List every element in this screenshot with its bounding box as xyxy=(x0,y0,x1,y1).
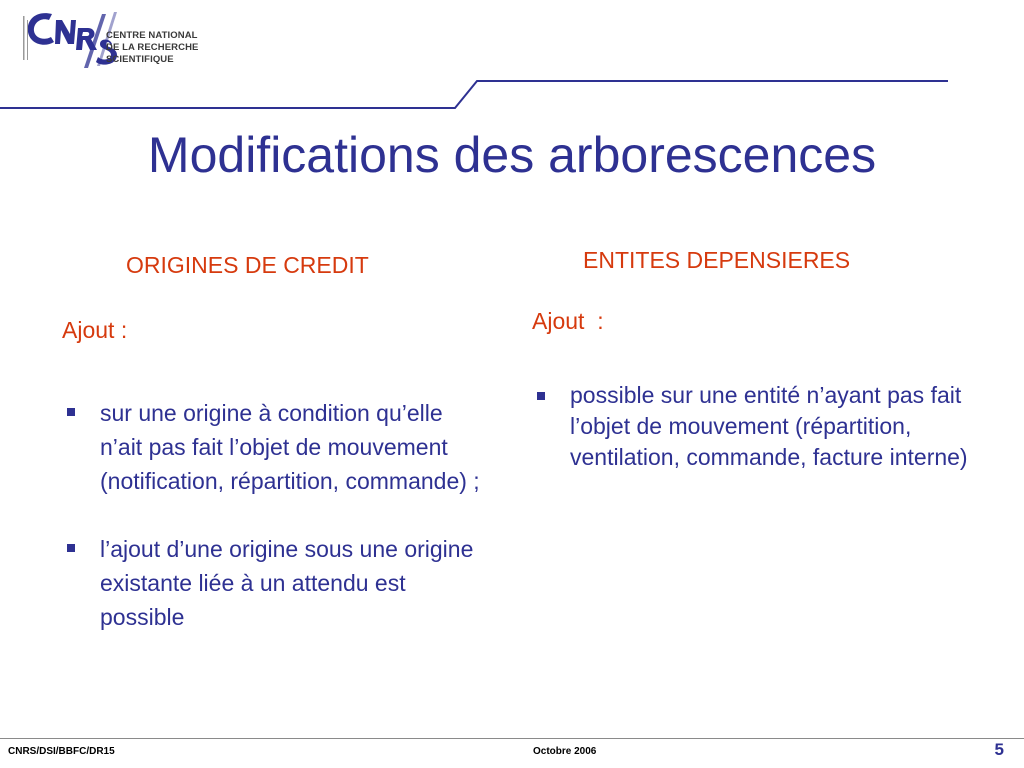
bullet-text: possible sur une entité n’ayant pas fait l’objet de mouvement (répartition, ventilation, commande, facture interne) xyxy=(570,382,968,470)
left-ajout-label: Ajout : xyxy=(62,317,128,343)
square-bullet-icon xyxy=(537,392,545,400)
list-item xyxy=(532,380,972,473)
footer-reference: CNRS/DSI/BBFC/DR15 xyxy=(8,746,115,757)
left-column-heading: ORIGINES DE CREDIT xyxy=(126,252,369,278)
page-number: 5 xyxy=(994,740,1004,759)
header-rule xyxy=(0,75,1024,115)
right-bullet-list xyxy=(532,380,972,507)
right-ajout-label: Ajout : xyxy=(532,308,604,334)
square-bullet-icon xyxy=(67,544,75,552)
bullet-text: sur une origine à condition qu’elle n’ait pas fait l’objet de mouvement (notification, répartition, commande) ; xyxy=(100,400,480,494)
left-bullet-list xyxy=(62,396,482,668)
logo-org-name: CENTRE NATIONAL DE LA RECHERCHE SCIENTIFIQUE xyxy=(106,30,199,65)
list-item xyxy=(62,532,482,634)
slide-title: Modifications des arborescences xyxy=(147,127,877,183)
list-item xyxy=(62,396,482,498)
square-bullet-icon xyxy=(67,408,75,416)
footer-date: Octobre 2006 xyxy=(533,746,597,757)
footer-rule xyxy=(0,738,1024,739)
bullet-text: l’ajout d’une origine sous une origine existante liée à un attendu est possible xyxy=(100,536,474,630)
right-column-heading: ENTITES DEPENSIERES xyxy=(583,247,851,273)
